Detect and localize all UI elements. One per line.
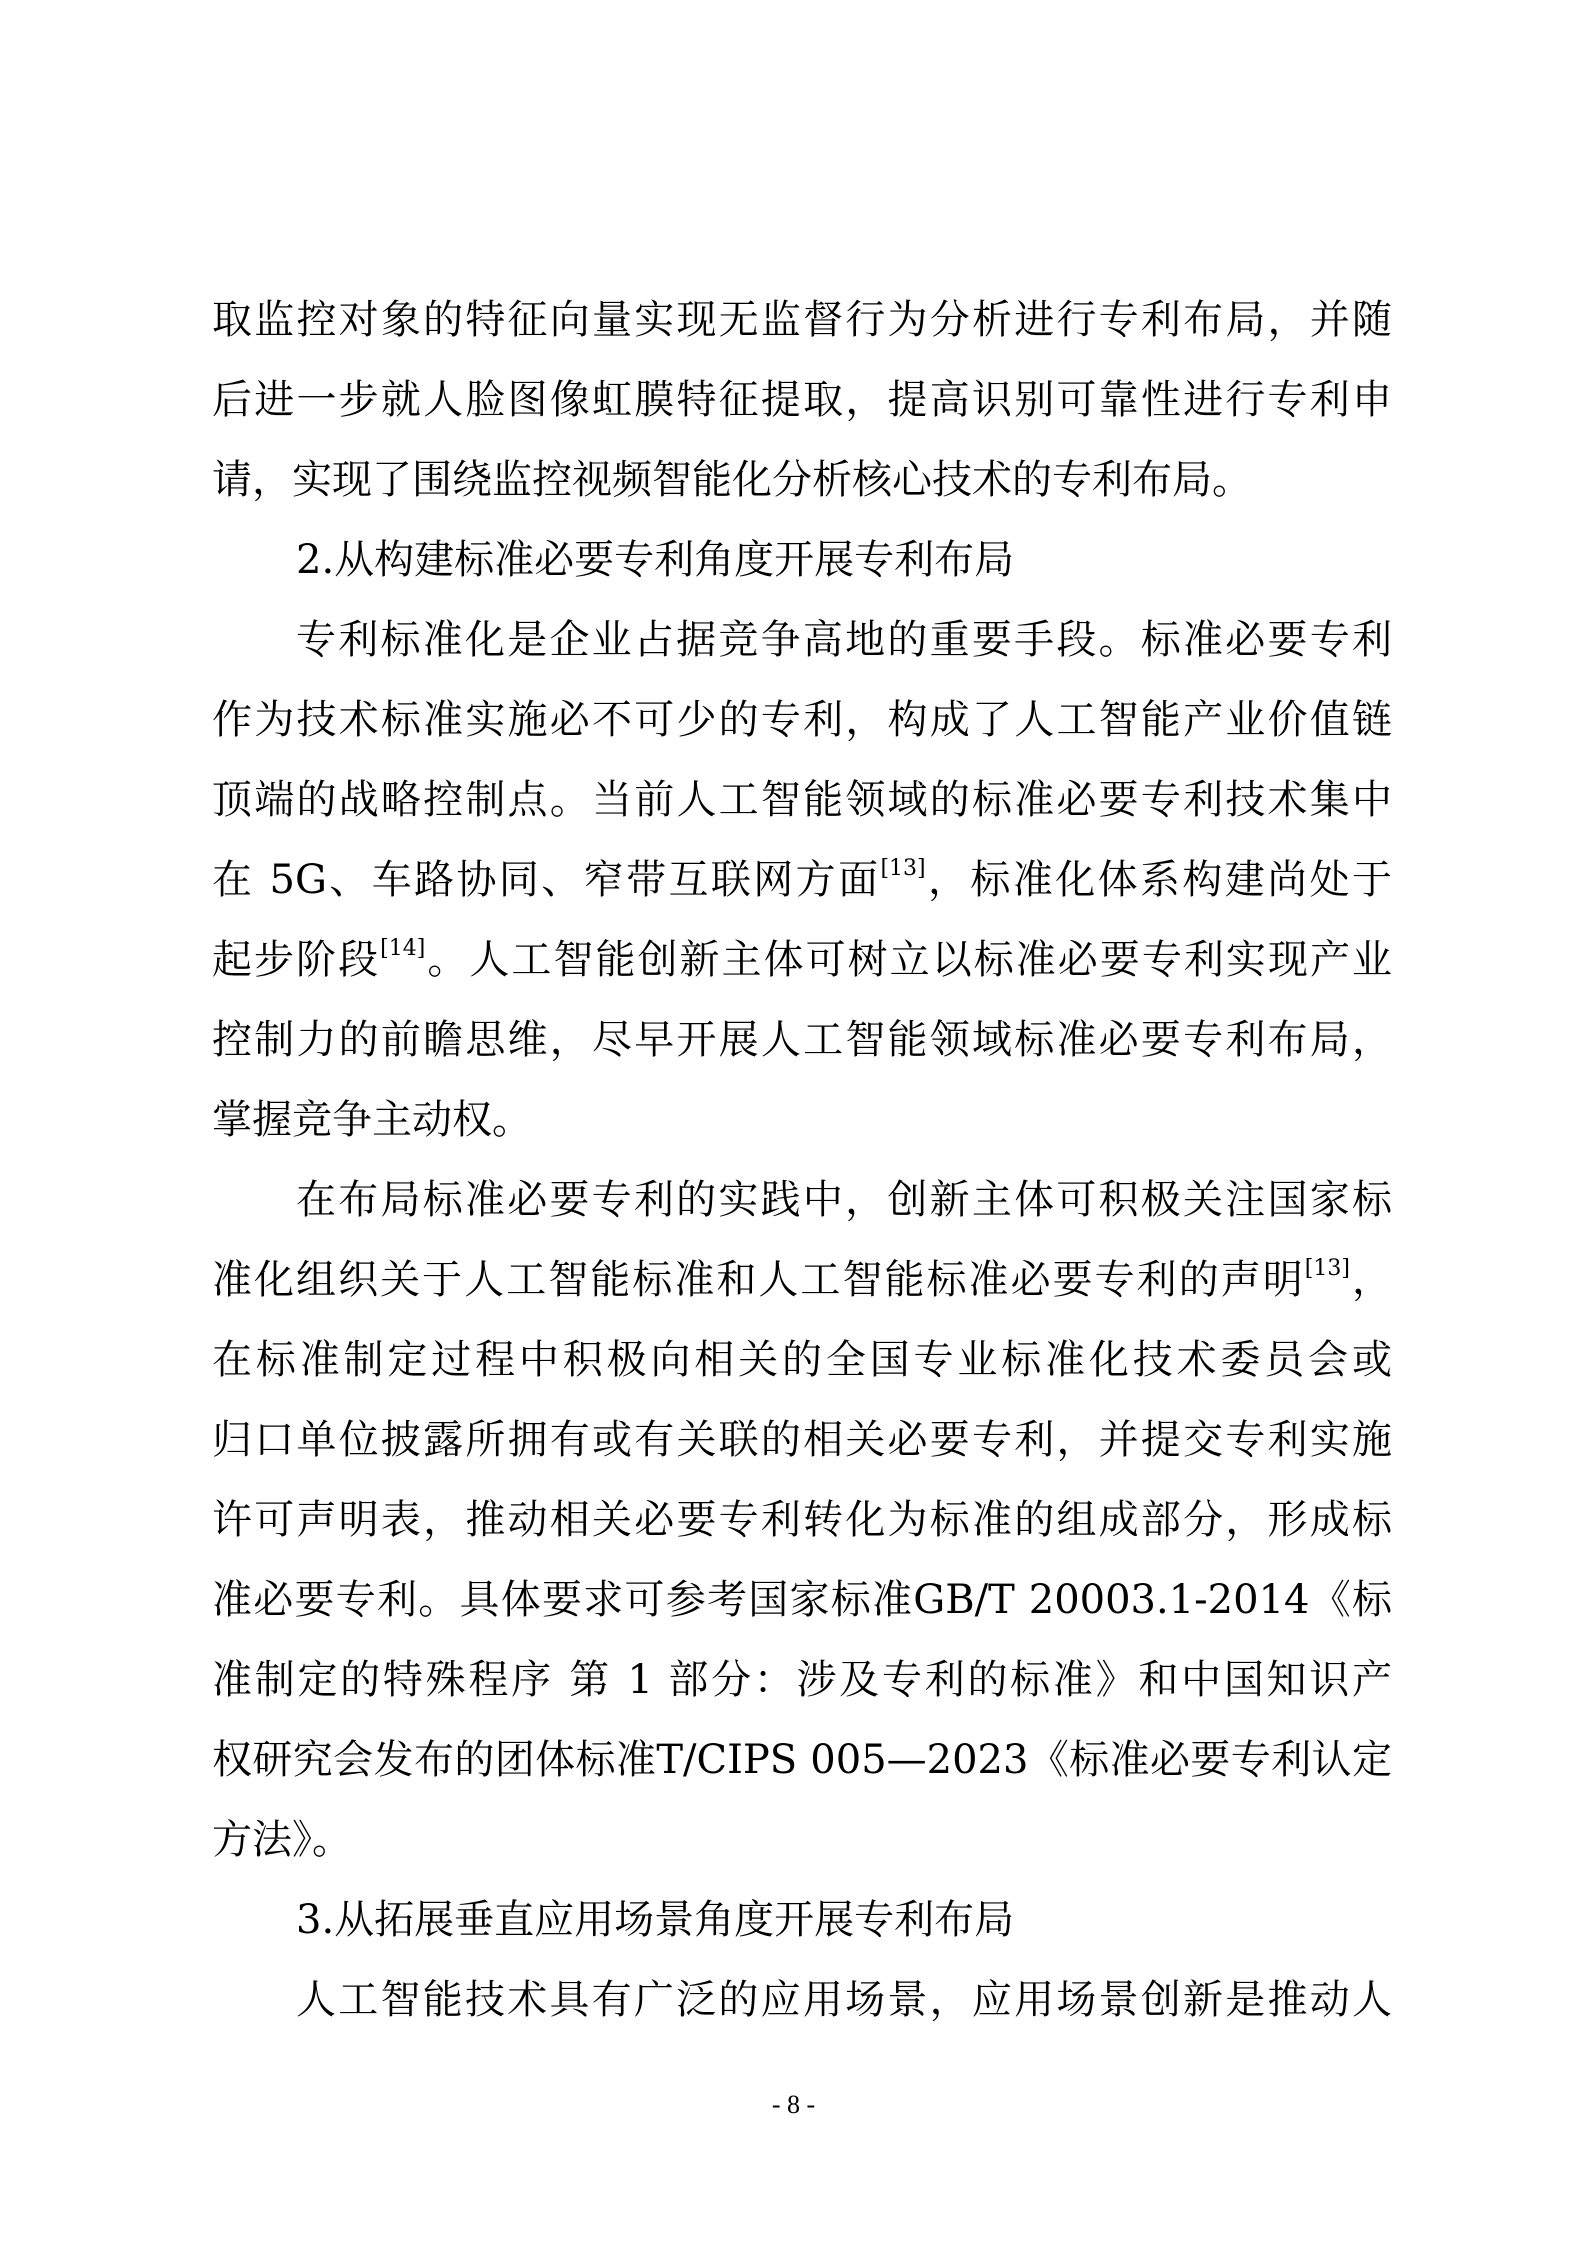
paragraph-1-line-5	[212, 920, 1392, 1000]
paragraph-2-line-6: 准必要专利。具体要求可参考国家标准GB/T 20003.1-2014《标	[212, 1577, 1392, 1623]
citation-14: [14]	[380, 936, 426, 961]
citation-13: [13]	[1304, 1256, 1350, 1281]
paragraph-0-line-2: 后进一步就人脸图像虹膜特征提取，提高识别可靠性进行专利申	[212, 377, 1392, 423]
paragraph-1-line-1: 专利标准化是企业占据竞争高地的重要手段。标准必要专利	[296, 617, 1392, 663]
paragraph-2-line-2-text: 准化组织关于人工智能标准和人工智能标准必要专利的声明	[212, 1257, 1305, 1303]
paragraph-0-line-1: 取监控对象的特征向量实现无监督行为分析进行专利布局，并随	[212, 297, 1392, 343]
paragraph-2-line-5: 许可声明表，推动相关必要专利转化为标准的组成部分，形成标	[212, 1497, 1392, 1543]
section-heading-2: 2.从构建标准必要专利角度开展专利布局	[296, 537, 1015, 583]
paragraph-1-line-6: 控制力的前瞻思维，尽早开展人工智能领域标准必要专利布局，	[212, 1017, 1392, 1063]
paragraph-0-line-3: 请，实现了围绕监控视频智能化分析核心技术的专利布局。	[212, 457, 1252, 503]
paragraph-1-line-2: 作为技术标准实施必不可少的专利，构成了人工智能产业价值链	[212, 697, 1392, 743]
paragraph-1-line-4-rest: ，标准化体系构建尚处于	[925, 857, 1392, 903]
citation-13: [13]	[880, 856, 926, 881]
paragraph-2-line-7: 准制定的特殊程序 第 1 部分：涉及专利的标准》和中国知识产	[212, 1657, 1392, 1703]
page-number: - 8 -	[771, 2090, 816, 2119]
paragraph-2-line-8: 权研究会发布的团体标准T/CIPS 005—2023《标准必要专利认定	[212, 1737, 1392, 1783]
section-heading-3: 3.从拓展垂直应用场景角度开展专利布局	[296, 1897, 1015, 1943]
paragraph-2-line-4: 归口单位披露所拥有或有关联的相关必要专利，并提交专利实施	[212, 1417, 1392, 1463]
paragraph-1-line-5-rest: 。人工智能创新主体可树立以标准必要专利实现产业	[425, 937, 1392, 983]
paragraph-1-line-4-text: 在 5G、车路协同、窄带互联网方面	[212, 857, 881, 903]
paragraph-1-line-5-text: 起步阶段	[212, 937, 381, 983]
paragraph-3-line-1: 人工智能技术具有广泛的应用场景，应用场景创新是推动人	[296, 1977, 1392, 2023]
paragraph-1-line-3: 顶端的战略控制点。当前人工智能领域的标准必要专利技术集中	[212, 777, 1392, 823]
paragraph-1-line-7: 掌握竞争主动权。	[212, 1097, 532, 1143]
paragraph-2-line-2-rest: ，	[1349, 1257, 1392, 1303]
paragraph-2-line-9: 方法》。	[212, 1817, 352, 1863]
paragraph-2-line-2	[212, 1240, 1392, 1320]
paragraph-2-line-3: 在标准制定过程中积极向相关的全国专业标准化技术委员会或	[212, 1337, 1392, 1383]
paragraph-1-line-4	[212, 840, 1392, 920]
paragraph-2-line-1: 在布局标准必要专利的实践中，创新主体可积极关注国家标	[296, 1177, 1392, 1223]
